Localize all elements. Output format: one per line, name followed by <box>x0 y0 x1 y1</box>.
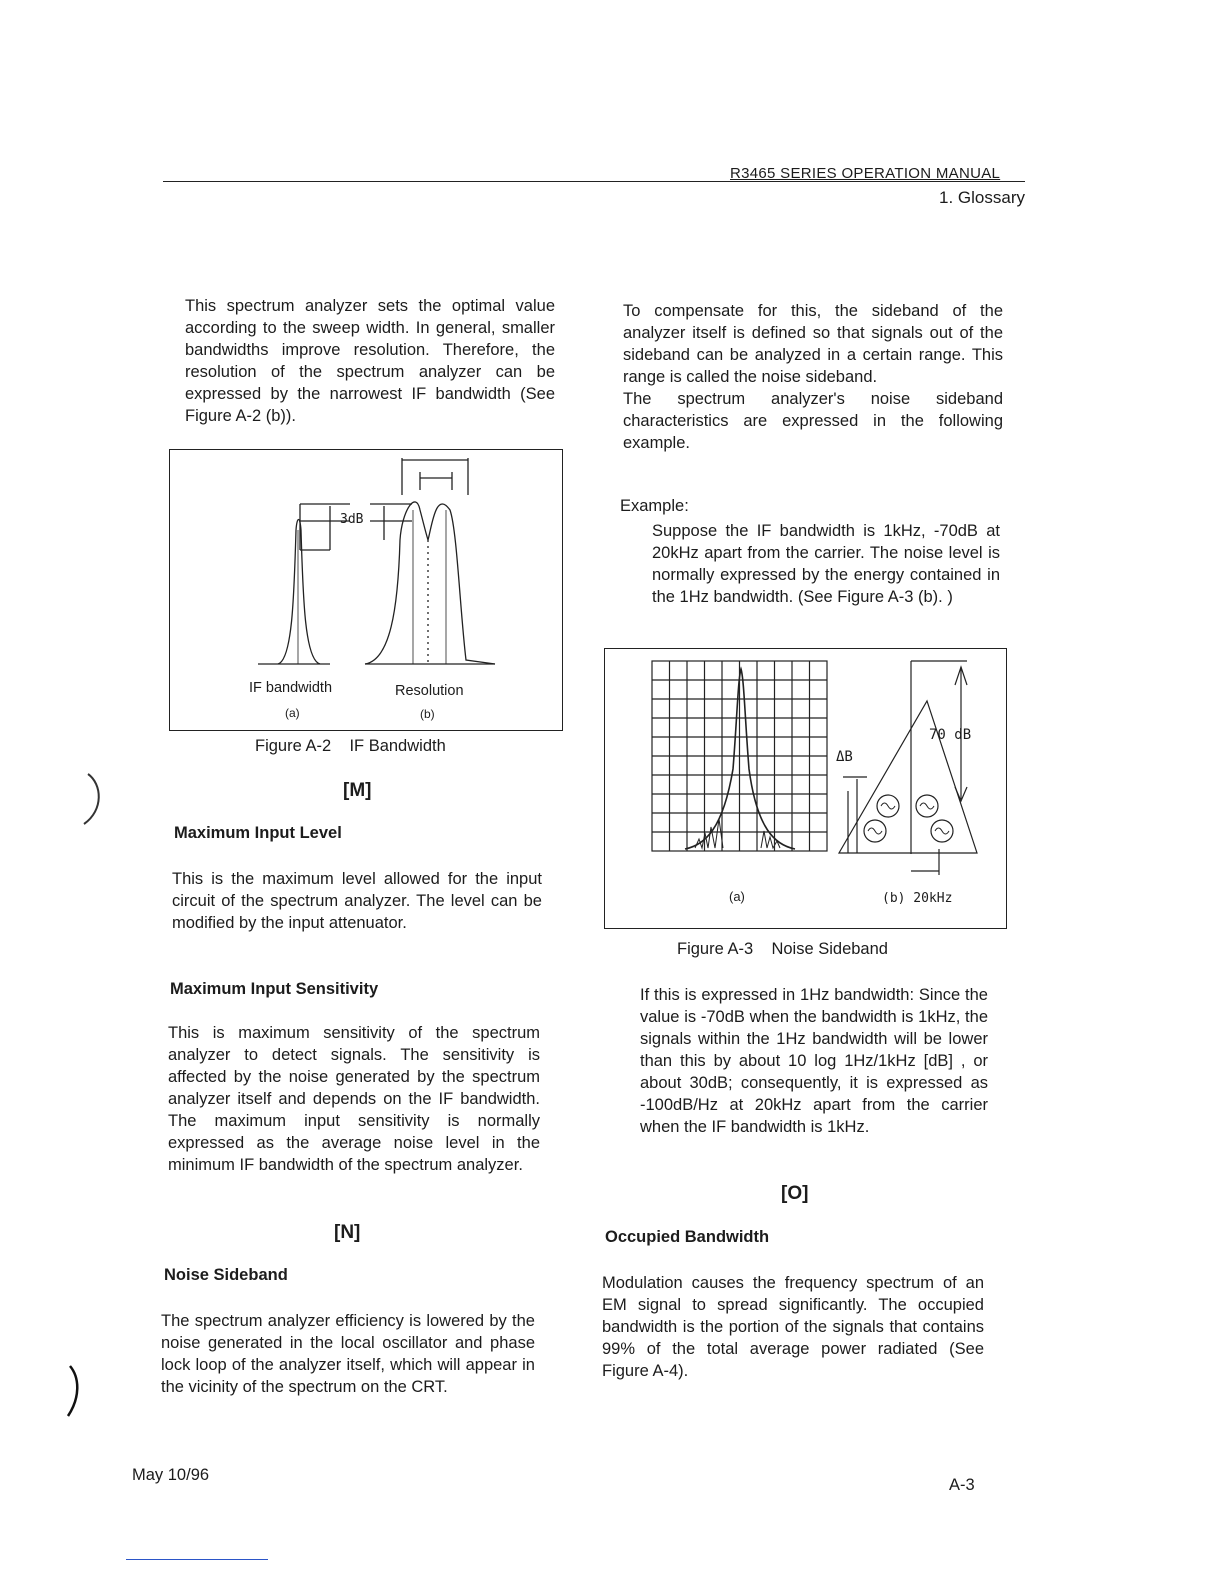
binding-mark-bottom <box>64 1360 94 1420</box>
binding-mark-top <box>80 770 110 830</box>
noise-sideband-heading: Noise Sideband <box>164 1266 288 1284</box>
footer-date: May 10/96 <box>132 1466 210 1484</box>
figure-a3-caption: Figure A-3 Noise Sideband <box>677 940 888 958</box>
figure-a3 <box>604 648 1007 929</box>
noise-sideband-diagram <box>605 649 1006 928</box>
figure-a2 <box>169 449 563 731</box>
max-input-sensitivity-heading: Maximum Input Sensitivity <box>170 980 379 998</box>
section-m-heading: [M] <box>343 780 372 801</box>
hz-bandwidth-paragraph: If this is expressed in 1Hz bandwidth: Since the value is -70dB when the bandwidth is 1kHz, the signals within the 1Hz bandwidth will be lower than this by about 10 log 1Hz/1kHz [dB] , or about 30dB; consequently, it is expressed as -100dB/Hz at 20kHz apart from the carrier when the IF bandwidth is 1kHz. <box>640 986 988 1136</box>
label-delta-b: ΔB <box>836 749 853 765</box>
section-n-heading: [N] <box>334 1222 361 1243</box>
header-rule <box>163 181 1025 182</box>
max-input-level-body: This is the maximum level allowed for the input circuit of the spectrum analyzer. The level can be modified by the input attenuator. <box>172 870 542 932</box>
footer-blue-rule <box>126 1559 268 1560</box>
label-if-bandwidth: IF bandwidth <box>249 680 333 696</box>
if-bandwidth-diagram <box>170 450 562 730</box>
example-label: Example: <box>620 497 689 515</box>
compensate-paragraph: To compensate for this, the sideband of the analyzer itself is defined so that signals out of the sideband can be analyzed in a certain range. This range is called the noise sideband. The spectrum analyzer's noise sideband characteristics are expressed in the following example. <box>623 302 1003 452</box>
section-o-heading: [O] <box>781 1183 809 1204</box>
occupied-bandwidth-body: Modulation causes the frequency spectrum of an EM signal to spread significantly. The occupied bandwidth is the portion of the signals that contains 99% of the total average power radiated (See Figure A-4). <box>602 1274 984 1380</box>
label-resolution: Resolution <box>395 683 464 699</box>
manual-title: R3465 SERIES OPERATION MANUAL <box>730 165 1001 182</box>
intro-paragraph: This spectrum analyzer sets the optimal value according to the sweep width. In general, smaller bandwidths improve resolution. Therefore, the resolution of the spectrum analyzer can be expressed by the narrowest IF bandwidth (See Figure A-2 (b)). <box>185 297 555 425</box>
label-70db: 70 dB <box>929 727 972 743</box>
noise-sideband-body: The spectrum analyzer efficiency is lowered by the noise generated in the local oscillator and phase lock loop of the analyzer itself, which will appear in the vicinity of the spectrum on the CRT. <box>161 1312 535 1396</box>
label-fig-a3-b: (b) 20kHz <box>882 891 953 906</box>
label-3db: 3dB <box>340 512 364 527</box>
page-number: A-3 <box>949 1476 975 1494</box>
example-body: Suppose the IF bandwidth is 1kHz, -70dB at 20kHz apart from the carrier. The noise level is normally expressed by the energy contained in the 1Hz bandwidth. (See Figure A-3 (b). ) <box>652 522 1000 606</box>
chapter-title: 1. Glossary <box>939 188 1025 207</box>
label-fig-a2-a: (a) <box>285 706 300 720</box>
label-fig-a3-a: (a) <box>729 889 745 904</box>
max-input-sensitivity-body: This is maximum sensitivity of the spectrum analyzer to detect signals. The sensitivity is affected by the noise generated by the spectrum analyzer itself and depends on the IF bandwidth. The maximum input sensitivity is normally expressed as the average noise level in the minimum IF bandwidth of the spectrum analyzer. <box>168 1024 540 1174</box>
max-input-level-heading: Maximum Input Level <box>174 824 342 842</box>
occupied-bandwidth-heading: Occupied Bandwidth <box>605 1228 770 1246</box>
label-fig-a2-b: (b) <box>420 707 435 721</box>
figure-a2-caption: Figure A-2 IF Bandwidth <box>255 737 446 755</box>
